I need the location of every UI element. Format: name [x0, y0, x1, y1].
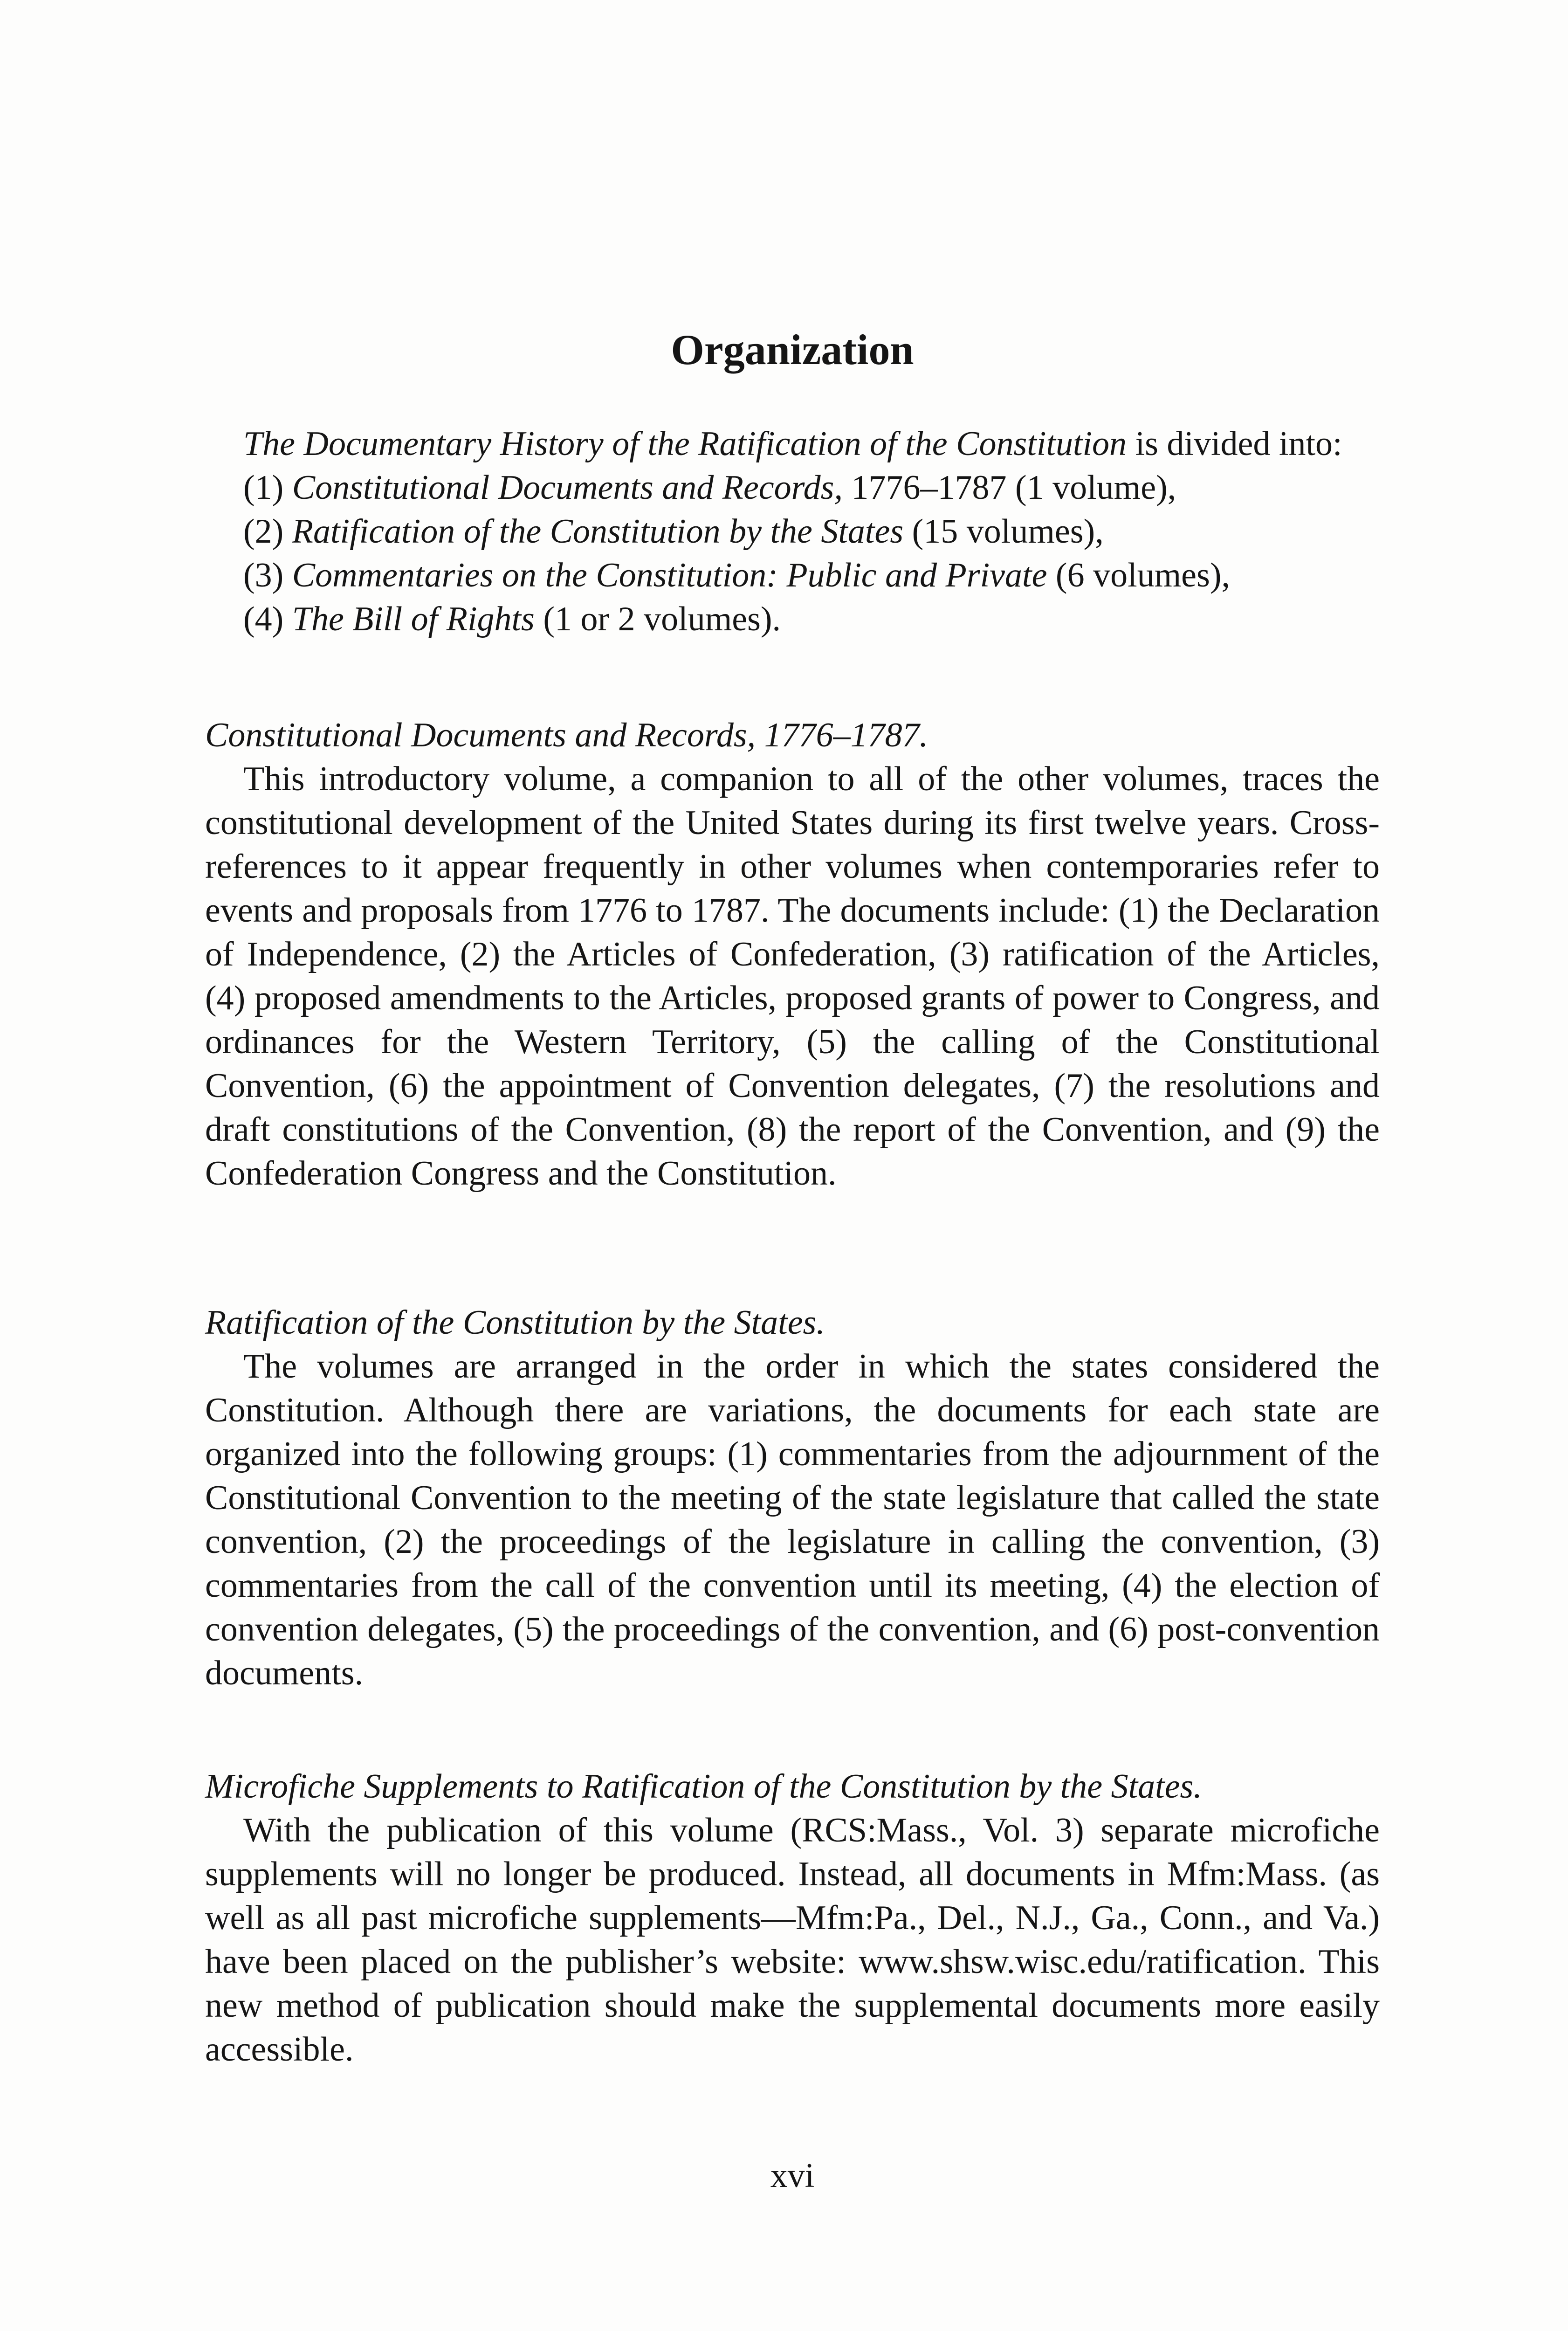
list-item: (1) Constitutional Documents and Records, 1776–1787 (1 volume), [243, 469, 1176, 507]
section-heading: Microfiche Supplements to Ratification of the Constitution by the States. [205, 1767, 1202, 1806]
section-microfiche-supplements [205, 1765, 1380, 2071]
list-item: (2) Ratification of the Constitution by the States (15 volumes), [243, 512, 1104, 551]
section-body: This introductory volume, a companion to all of the other volumes, traces the constitutional development of the United States during its first twelve years. Cross-references to it appear frequently in other volumes when contemporaries refer to events and proposals from 1776 to 1787. The documents include: (1) the Declaration of Independence, (2) the Articles of Confederation, (3) ratification of the Articles, (4) proposed amendments to the Articles, proposed grants of power to Congress, and ordinances for the Western Territory, (5) the calling of the Constitutional Convention, (6) the appointment of Convention delegates, (7) the resolutions and draft constitutions of the Convention, (8) the report of the Convention, and (9) the Confederation Congress and the Constitution. [205, 760, 1380, 1193]
intro-text: is divided into: [1127, 425, 1342, 463]
intro-paragraph [205, 422, 1380, 466]
section-body: The volumes are arranged in the order in which the states considered the Constitution. Although there are variations, the documents for each state are organized into the following groups: (1) commentaries from the adjournment of the Constitutional Convention to the meeting of the state legislature that called the state convention, (2) the proceedings of the legislature in calling the convention, (3) commentaries from the call of the convention until its meeting, (4) the election of convention delegates, (5) the proceedings of the convention, and (6) post-convention documents. [205, 1347, 1380, 1692]
page-number: xvi [770, 2157, 815, 2195]
section-constitutional-documents [205, 713, 1380, 1195]
divisions-list [205, 466, 1380, 641]
section-heading: Constitutional Documents and Records, 1776–1787. [205, 716, 928, 754]
page-title: Organization [671, 326, 914, 373]
work-title: The Documentary History of the Ratification of the Constitution [243, 425, 1127, 463]
list-item: (3) Commentaries on the Constitution: Public and Private (6 volumes), [243, 556, 1230, 594]
intro-block [205, 422, 1380, 641]
section-body: With the publication of this volume (RCS:Mass., Vol. 3) separate microfiche supplements will no longer be produced. Instead, all documents in Mfm:Mass. (as well as all past microfiche supplements—Mfm:Pa., Del., N.J., Ga., Conn., and Va.) have been placed on the publisher’s website: www.shsw.wisc.edu/ratification. This new method of publication should make the supplemental documents more easily accessible. [205, 1811, 1380, 2069]
section-heading: Ratification of the Constitution by the States. [205, 1303, 825, 1342]
list-item: (4) The Bill of Rights (1 or 2 volumes). [243, 600, 781, 638]
section-ratification-by-states [205, 1301, 1380, 1695]
